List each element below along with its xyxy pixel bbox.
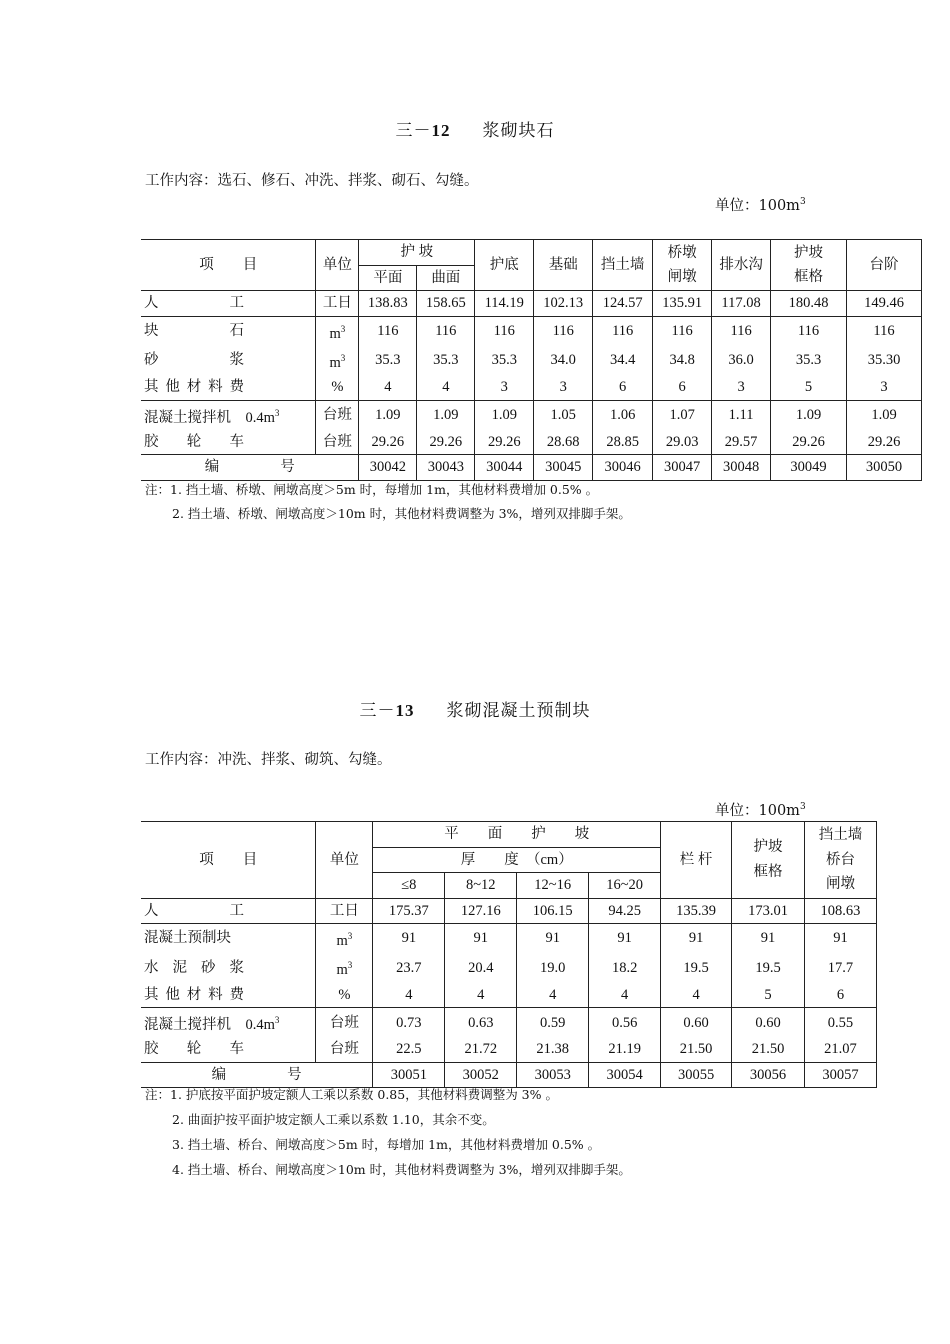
row-labor: 人 工 工日 175.37 127.16 106.15 94.25 135.39 173.01 108.63	[141, 898, 877, 924]
row-cart: 胶 轮 车 台班 22.5 21.72 21.38 21.19 21.50 21.50 21.07	[141, 1037, 877, 1062]
header-frame: 护坡 框格	[771, 240, 847, 291]
row-stone: 块 石 $m^3$ 116 116 116 116 116 116 116 116 116	[141, 316, 922, 346]
header-flat-revetment: 平 面 护 坡	[373, 822, 661, 848]
header-thick-2: 8~12	[445, 873, 517, 899]
row-other-material: 其 他 材 料 费 % 4 4 3 3 6 6 3 5 3	[141, 375, 922, 400]
row-code: 编 号 30051 30052 30053 30054 30055 30056 30057	[141, 1062, 877, 1088]
header-row-1	[141, 240, 922, 266]
header-curved: 曲面	[417, 265, 475, 291]
row-unit: 台班	[316, 400, 359, 430]
row-precast-block: 混凝土预制块 $m^3$ 91 91 91 91 91 91 91	[141, 924, 877, 954]
row-unit: $m^3$	[316, 953, 373, 982]
row-unit: 台班	[316, 1008, 373, 1038]
header-bottom-protection: 护底	[475, 240, 534, 291]
section-2-work-content: 工作内容：冲洗、拌浆、砌筑、勾缝。	[145, 752, 392, 768]
section-1-title: 三－12 浆砌块石	[395, 121, 555, 141]
row-label: 编 号	[141, 1062, 373, 1088]
section-2-note-4: 4. 挡土墙、桥台、闸墩高度＞10m 时，其他材料费调整为 3%，增列双排脚手架。	[172, 1162, 631, 1177]
section-2-note-1: 注：1. 护底按平面护坡定额人工乘以系数 0.85，其他材料费调整为 3% 。	[145, 1087, 558, 1102]
row-cart: 胶 轮 车 台班 29.26 29.26 29.26 28.68 28.85 29.03 29.57 29.26 29.26	[141, 430, 922, 455]
row-label: 编 号	[141, 455, 359, 481]
row-other-material: 其 他 材 料 费 % 4 4 4 4 4 5 6	[141, 983, 877, 1008]
header-unit: 单位	[316, 240, 359, 291]
row-label: 砂 浆	[141, 346, 316, 375]
header-thick-4: 16~20	[589, 873, 661, 899]
header-pier: 桥墩 闸墩	[653, 240, 712, 291]
row-label: 水 泥 砂 浆	[141, 953, 316, 982]
header-thick-3: 12~16	[517, 873, 589, 899]
row-label: 混凝土预制块	[141, 924, 316, 954]
header-foundation: 基础	[534, 240, 593, 291]
section-2-table	[141, 821, 877, 1088]
header-wall-abutment-pier: 挡土墙 桥台 闸墩	[804, 822, 876, 899]
row-label: 混凝土搅拌机 $0.4m^3$	[141, 1008, 316, 1038]
section-1-work-content: 工作内容：选石、修石、冲洗、拌浆、砌石、勾缝。	[145, 173, 479, 189]
row-label: 人 工	[141, 291, 316, 317]
header-drain-ditch: 排水沟	[712, 240, 771, 291]
section-1-note-2: 2. 挡土墙、桥墩、闸墩高度＞10m 时，其他材料费调整为 3%，增列双排脚手架。	[172, 506, 631, 521]
section-1-table	[141, 239, 922, 481]
header-thickness: 厚 度 （cm）	[373, 847, 661, 873]
header-thick-1: ≤8	[373, 873, 445, 899]
header-item: 项 目	[141, 240, 316, 291]
row-unit: 台班	[316, 1037, 373, 1062]
section-2-note-2: 2. 曲面护按平面护坡定额人工乘以系数 1.10，其余不变。	[172, 1112, 495, 1127]
row-unit: %	[316, 983, 373, 1008]
row-unit: 工日	[316, 291, 359, 317]
row-label: 胶 轮 车	[141, 1037, 316, 1062]
header-row-1	[141, 822, 877, 848]
row-labor: 人 工 工日 138.83 158.65 114.19 102.13 124.57 135.91 117.08 180.48 149.46	[141, 291, 922, 317]
row-label: 其 他 材 料 费	[141, 983, 316, 1008]
header-frame: 护坡 框格	[732, 822, 805, 899]
section-1-note-1: 注：1. 挡土墙、桥墩、闸墩高度＞5m 时，每增加 1m，其他材料费增加 0.5% 。	[145, 482, 599, 497]
header-item: 项 目	[141, 822, 316, 899]
row-label: 胶 轮 车	[141, 430, 316, 455]
row-unit: 台班	[316, 430, 359, 455]
row-label: 其 他 材 料 费	[141, 375, 316, 400]
section-2-note-3: 3. 挡土墙、桥台、闸墩高度＞5m 时，每增加 1m，其他材料费增加 0.5% 。	[172, 1137, 601, 1152]
section-2-title: 三－13 浆砌混凝土预制块	[359, 701, 591, 721]
row-mixer: 混凝土搅拌机 $0.4m^3$ 台班 0.73 0.63 0.59 0.56 0.60 0.60 0.55	[141, 1008, 877, 1038]
header-revetment: 护 坡	[359, 240, 475, 266]
row-mixer: 混凝土搅拌机 $0.4m^3$ 台班 1.09 1.09 1.09 1.05 1.06 1.07 1.11 1.09 1.09	[141, 400, 922, 430]
row-unit: $m^3$	[316, 346, 359, 375]
header-railing: 栏 杆	[661, 822, 732, 899]
row-label: 人 工	[141, 898, 316, 924]
header-flat: 平面	[359, 265, 417, 291]
row-unit: 工日	[316, 898, 373, 924]
row-label: 混凝土搅拌机 $0.4m^3$	[141, 400, 316, 430]
row-cement-mortar: 水 泥 砂 浆 $m^3$ 23.7 20.4 19.0 18.2 19.5 19.5 17.7	[141, 953, 877, 982]
header-retaining-wall: 挡土墙	[593, 240, 653, 291]
row-code: 编 号 30042 30043 30044 30045 30046 30047 30048 30049 30050	[141, 455, 922, 481]
row-unit: $m^3$	[316, 924, 373, 954]
header-steps: 台阶	[847, 240, 922, 291]
row-mortar: 砂 浆 $m^3$ 35.3 35.3 35.3 34.0 34.4 34.8 36.0 35.3 35.30	[141, 346, 922, 375]
row-unit: $m^3$	[316, 316, 359, 346]
section-2-unit: 单位：$100m^3$	[715, 802, 806, 819]
row-unit: %	[316, 375, 359, 400]
section-1-unit: 单位：$100m^3$	[715, 197, 806, 214]
row-label: 块 石	[141, 316, 316, 346]
header-unit: 单位	[316, 822, 373, 899]
